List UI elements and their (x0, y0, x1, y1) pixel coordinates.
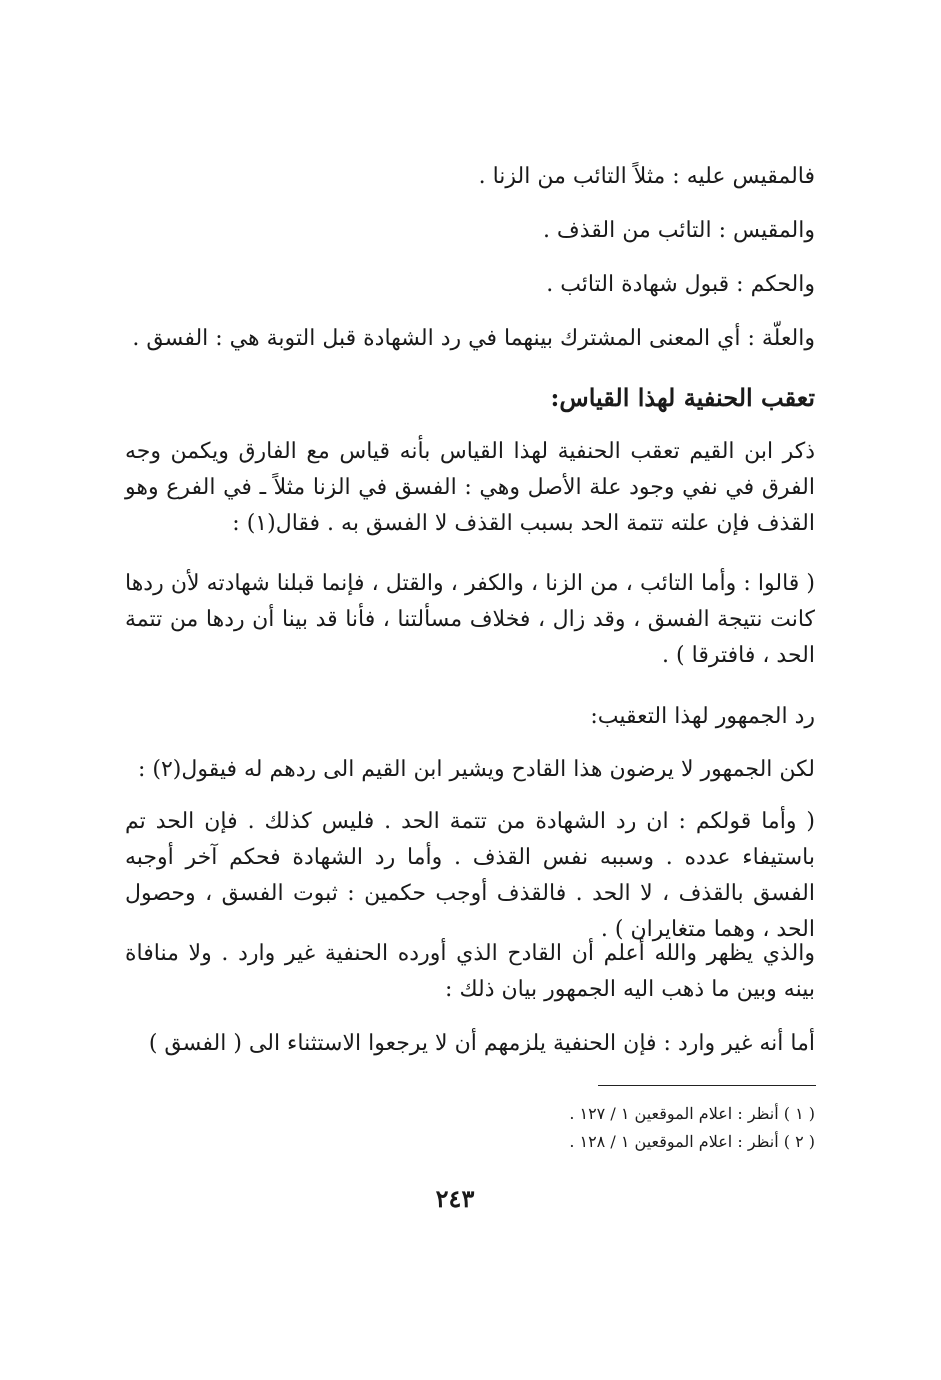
line-maqis-alayh: فالمقيس عليه : مثلاً التائب من الزنا . (478, 164, 815, 189)
footnote-2: ( ٢ ) أنظر : اعلام الموقعين ١ / ١٢٨ . (569, 1132, 815, 1151)
paragraph-jumhur-quote: ( وأما قولكم : ان رد الشهادة من تتمة الحد . فليس كذلك . فإن الحد تم باستيفاء عدده . وسببه نفس القذف . وأما رد الشهادة فحكم آخر أوجبه الفسق بالقذف ، لا الحد . فالقذف أوجب حكمين : ثبوت الفسق ، وحصول الحد ، وهما متغايران ) . (125, 809, 815, 942)
paragraph-conclusion: والذي يظهر والله أعلم أن القادح الذي أورده الحنفية غير وارد . ولا منافاة بينه وبين ما ذهب اليه الجمهور بيان ذلك : (125, 941, 815, 1002)
section-heading-hanafi-objection: تعقب الحنفية لهذا القياس: (550, 383, 815, 412)
footnote-divider (598, 1085, 816, 1086)
paragraph-ibn-qayyim-intro: ذكر ابن القيم تعقب الحنفية لهذا القياس بأنه قياس مع الفارق ويكمن وجه الفرق في نفي وجود علة الأصل وهي : الفسق في الزنا مثلاً ـ في الفرع وهو القذف فإن علته تتمة الحد بسبب القذف لا الفسق به . فقال(١) : (125, 439, 815, 536)
page-number: ٢٤٣ (435, 1184, 475, 1213)
line-hukm: والحكم : قبول شهادة التائب . (546, 272, 815, 297)
subheading-jumhur-reply: رد الجمهور لهذا التعقيب: (590, 704, 815, 729)
line-illa: والعلّة : أي المعنى المشترك بينهما في رد الشهادة قبل التوبة هي : الفسق . (132, 326, 815, 351)
paragraph-not-valid: أما أنه غير وارد : فإن الحنفية يلزمهم أن لا يرجعوا الاستثناء الى ( الفسق ) (148, 1031, 815, 1056)
line-maqis: والمقيس : التائب من القذف . (542, 218, 815, 243)
footnote-1: ( ١ ) أنظر : اعلام الموقعين ١ / ١٢٧ . (569, 1104, 815, 1123)
paragraph-jumhur-intro: لكن الجمهور لا يرضون هذا القادح ويشير ابن القيم الى ردهم له فيقول(٢) : (137, 757, 815, 782)
paragraph-hanafi-quote: ( قالوا : وأما التائب ، من الزنا ، والكفر ، والقتل ، فإنما قبلنا شهادته لأن ردها كانت نتيجة الفسق ، وقد زال ، فخلاف مسألتنا ، فأنا قد بينا أن ردها من تتمة الحد ، فافترقا ) . (125, 571, 815, 668)
